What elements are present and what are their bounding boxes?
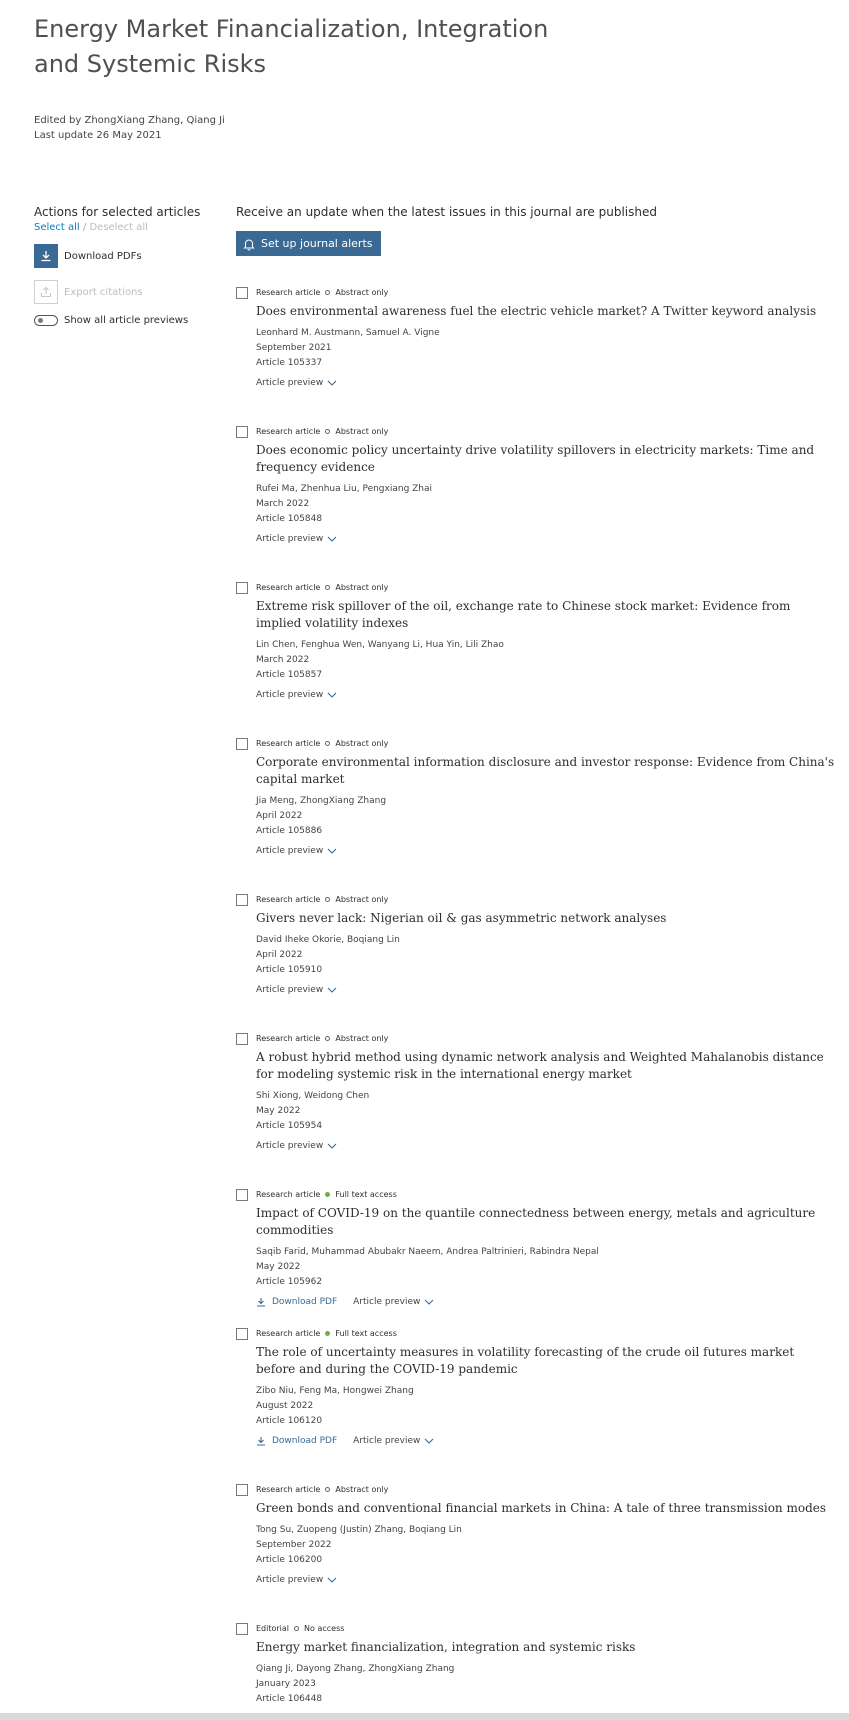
article-number: Article 106200	[256, 1555, 323, 1565]
article-date: September 2022	[256, 1540, 332, 1550]
article-title-link[interactable]: Givers never lack: Nigerian oil & gas asymmetric network analyses	[256, 911, 667, 925]
access-status: Abstract only	[335, 895, 389, 904]
download-icon	[256, 1297, 266, 1307]
article-body	[256, 1623, 836, 1707]
access-dot-icon	[325, 1487, 330, 1492]
chevron-down-icon	[327, 987, 337, 994]
article-number: Article 105954	[256, 1121, 323, 1131]
article-date: March 2022	[256, 655, 310, 665]
article-preview-label: Article preview	[256, 985, 324, 995]
access-status: Abstract only	[335, 1034, 389, 1043]
article-number: Article 105337	[256, 358, 323, 368]
journal-alerts-button[interactable]	[236, 231, 381, 256]
article-tags	[256, 287, 836, 298]
access-dot-icon	[325, 741, 330, 746]
edited-by: Edited by ZhongXiang Zhang, Qiang Ji	[34, 115, 225, 126]
access-dot-icon	[294, 1626, 299, 1631]
access-status: Full text access	[335, 1329, 397, 1338]
article-preview-toggle[interactable]	[256, 690, 337, 700]
article-checkbox[interactable]	[236, 287, 248, 299]
article-actions	[256, 690, 836, 700]
article-title-link[interactable]: Does environmental awareness fuel the electric vehicle market? A Twitter keyword analysis	[256, 304, 817, 318]
show-previews-label: Show all article previews	[64, 315, 189, 326]
show-previews-toggle[interactable]	[34, 315, 58, 326]
export-citations-button[interactable]	[34, 279, 224, 305]
access-status: Abstract only	[335, 583, 389, 592]
article-body	[256, 287, 836, 388]
page-title: Energy Market Financialization, Integration and Systemic Risks	[34, 15, 549, 78]
access-status: Abstract only	[335, 739, 389, 748]
article-checkbox[interactable]	[236, 894, 248, 906]
issue-meta	[34, 113, 225, 143]
bell-icon	[242, 237, 256, 251]
access-status: Abstract only	[335, 1485, 389, 1494]
article-date: April 2022	[256, 811, 303, 821]
article-preview-label: Article preview	[256, 1575, 324, 1585]
article-title-link[interactable]: Green bonds and conventional financial markets in China: A tale of three transmission modes	[256, 1501, 827, 1515]
article-preview-toggle[interactable]	[256, 534, 337, 544]
article-actions	[256, 985, 836, 995]
chevron-down-icon	[327, 692, 337, 699]
actions-sidebar	[34, 204, 224, 326]
article-tags	[256, 1484, 836, 1495]
article-authors: Jia Meng, ZhongXiang Zhang	[256, 796, 387, 806]
article-body	[256, 1328, 836, 1446]
chevron-down-icon	[327, 536, 337, 543]
article-title-link[interactable]: The role of uncertainty measures in volatility forecasting of the crude oil futures market before and during the COVID-19 pandemic	[256, 1345, 795, 1376]
access-dot-icon	[325, 1331, 330, 1336]
article-checkbox[interactable]	[236, 1328, 248, 1340]
article-preview-toggle[interactable]	[353, 1436, 434, 1446]
show-previews-toggle-row[interactable]	[34, 315, 224, 326]
article-date: May 2022	[256, 1262, 301, 1272]
article-type: Research article	[256, 1485, 321, 1494]
article-preview-label: Article preview	[256, 534, 324, 544]
article-number: Article 105886	[256, 826, 323, 836]
article-actions	[256, 378, 836, 388]
access-dot-icon	[325, 290, 330, 295]
select-all-link[interactable]: Select all	[34, 222, 80, 233]
article-date: August 2022	[256, 1401, 314, 1411]
article-title-link[interactable]: Corporate environmental information disclosure and investor response: Evidence from China's capital market	[256, 755, 835, 786]
selection-links	[34, 222, 224, 233]
article-preview-label: Article preview	[256, 690, 324, 700]
article-actions	[256, 1436, 836, 1446]
article-tags	[256, 426, 836, 437]
chevron-down-icon	[424, 1438, 434, 1445]
download-pdfs-button[interactable]	[34, 243, 224, 269]
article-checkbox[interactable]	[236, 738, 248, 750]
access-status: Full text access	[335, 1190, 397, 1199]
article-title-link[interactable]: Does economic policy uncertainty drive volatility spillovers in electricity markets: Time and frequency evidence	[256, 443, 815, 474]
download-pdf-label: Download PDF	[272, 1436, 338, 1446]
main-content	[236, 204, 836, 1704]
actions-heading: Actions for selected articles	[34, 205, 201, 219]
access-status: Abstract only	[335, 427, 389, 436]
download-pdf-link[interactable]	[256, 1436, 337, 1446]
alert-text: Receive an update when the latest issues in this journal are published	[236, 205, 657, 219]
download-icon	[34, 244, 58, 268]
download-pdfs-label: Download PDFs	[64, 250, 142, 262]
article-title-link[interactable]: A robust hybrid method using dynamic network analysis and Weighted Mahalanobis distance for modeling systemic risk in the international energy market	[256, 1050, 824, 1081]
access-dot-icon	[325, 1192, 330, 1197]
last-update: Last update 26 May 2021	[34, 130, 162, 141]
article-preview-toggle[interactable]	[256, 1575, 337, 1585]
article-body	[256, 1484, 836, 1585]
article-title-link[interactable]: Extreme risk spillover of the oil, exchange rate to Chinese stock market: Evidence from implied volatility indexes	[256, 599, 791, 630]
chevron-down-icon	[424, 1299, 434, 1306]
article-type: Research article	[256, 1034, 321, 1043]
article-checkbox[interactable]	[236, 1623, 248, 1635]
article-tags	[256, 738, 836, 749]
chevron-down-icon	[327, 1577, 337, 1584]
article-type: Research article	[256, 1329, 321, 1338]
article-checkbox[interactable]	[236, 1484, 248, 1496]
article-tags	[256, 1189, 836, 1200]
article-title-link[interactable]: Energy market financialization, integration and systemic risks	[256, 1640, 636, 1654]
article-number: Article 105848	[256, 514, 323, 524]
article-number: Article 105910	[256, 965, 323, 975]
article-body	[256, 894, 836, 995]
article-preview-label: Article preview	[256, 846, 324, 856]
chevron-down-icon	[327, 1143, 337, 1150]
article-authors: Tong Su, Zuopeng (Justin) Zhang, Boqiang Lin	[256, 1525, 462, 1535]
article-tags	[256, 1033, 836, 1044]
article-checkbox[interactable]	[236, 1189, 248, 1201]
article-preview-toggle[interactable]	[256, 1141, 337, 1151]
article-preview-toggle[interactable]	[256, 985, 337, 995]
article-body	[256, 1033, 836, 1151]
journal-alerts-label: Set up journal alerts	[261, 237, 373, 250]
chevron-down-icon	[327, 848, 337, 855]
article-preview-toggle[interactable]	[256, 378, 337, 388]
article-authors: Rufei Ma, Zhenhua Liu, Pengxiang Zhai	[256, 484, 433, 494]
article-authors: Leonhard M. Austmann, Samuel A. Vigne	[256, 328, 440, 338]
article-date: September 2021	[256, 343, 332, 353]
article-actions	[256, 846, 836, 856]
article-body	[256, 426, 836, 544]
article-type: Research article	[256, 427, 321, 436]
article-preview-toggle[interactable]	[256, 846, 337, 856]
selection-separator: /	[82, 222, 87, 233]
chevron-down-icon	[327, 380, 337, 387]
article-date: March 2022	[256, 499, 310, 509]
access-dot-icon	[325, 1036, 330, 1041]
access-status: Abstract only	[335, 288, 389, 297]
article-actions	[256, 1575, 836, 1585]
horizontal-scrollbar[interactable]	[0, 1713, 849, 1720]
article-type: Research article	[256, 1190, 321, 1199]
article-date: April 2022	[256, 950, 303, 960]
article-number: Article 105962	[256, 1277, 323, 1287]
article-preview-label: Article preview	[353, 1297, 421, 1307]
article-checkbox[interactable]	[236, 1033, 248, 1045]
article-type: Editorial	[256, 1624, 290, 1633]
article-checkbox[interactable]	[236, 582, 248, 594]
access-dot-icon	[325, 429, 330, 434]
article-number: Article 106448	[256, 1694, 323, 1704]
article-actions	[256, 534, 836, 544]
article-authors: Saqib Farid, Muhammad Abubakr Naeem, Andrea Paltrinieri, Rabindra Nepal	[256, 1247, 599, 1257]
access-status: No access	[304, 1624, 345, 1633]
article-date: January 2023	[256, 1679, 316, 1689]
article-tags	[256, 894, 836, 905]
article-preview-label: Article preview	[256, 378, 324, 388]
access-dot-icon	[325, 897, 330, 902]
article-date: May 2022	[256, 1106, 301, 1116]
article-authors: Qiang Ji, Dayong Zhang, ZhongXiang Zhang	[256, 1664, 455, 1674]
download-pdf-link[interactable]	[256, 1297, 337, 1307]
article-type: Research article	[256, 895, 321, 904]
article-checkbox[interactable]	[236, 426, 248, 438]
export-icon	[34, 280, 58, 304]
article-title-link[interactable]: Impact of COVID-19 on the quantile connectedness between energy, metals and agriculture commodities	[256, 1206, 816, 1237]
article-tags	[256, 582, 836, 593]
article-preview-label: Article preview	[256, 1141, 324, 1151]
article-authors: Zibo Niu, Feng Ma, Hongwei Zhang	[256, 1386, 414, 1396]
article-authors: Lin Chen, Fenghua Wen, Wanyang Li, Hua Yin, Lili Zhao	[256, 640, 504, 650]
article-authors: Shi Xiong, Weidong Chen	[256, 1091, 370, 1101]
article-type: Research article	[256, 739, 321, 748]
article-type: Research article	[256, 583, 321, 592]
article-body	[256, 582, 836, 700]
download-pdf-label: Download PDF	[272, 1297, 338, 1307]
article-preview-toggle[interactable]	[353, 1297, 434, 1307]
article-type: Research article	[256, 288, 321, 297]
article-body	[256, 738, 836, 856]
article-number: Article 105857	[256, 670, 323, 680]
download-icon	[256, 1436, 266, 1446]
article-authors: David Iheke Okorie, Boqiang Lin	[256, 935, 400, 945]
article-actions	[256, 1297, 836, 1307]
export-citations-label: Export citations	[64, 286, 143, 298]
access-dot-icon	[325, 585, 330, 590]
article-tags	[256, 1328, 836, 1339]
article-tags	[256, 1623, 836, 1634]
article-actions	[256, 1141, 836, 1151]
article-number: Article 106120	[256, 1416, 323, 1426]
article-body	[256, 1189, 836, 1307]
deselect-all-link[interactable]: Deselect all	[89, 222, 148, 233]
article-preview-label: Article preview	[353, 1436, 421, 1446]
